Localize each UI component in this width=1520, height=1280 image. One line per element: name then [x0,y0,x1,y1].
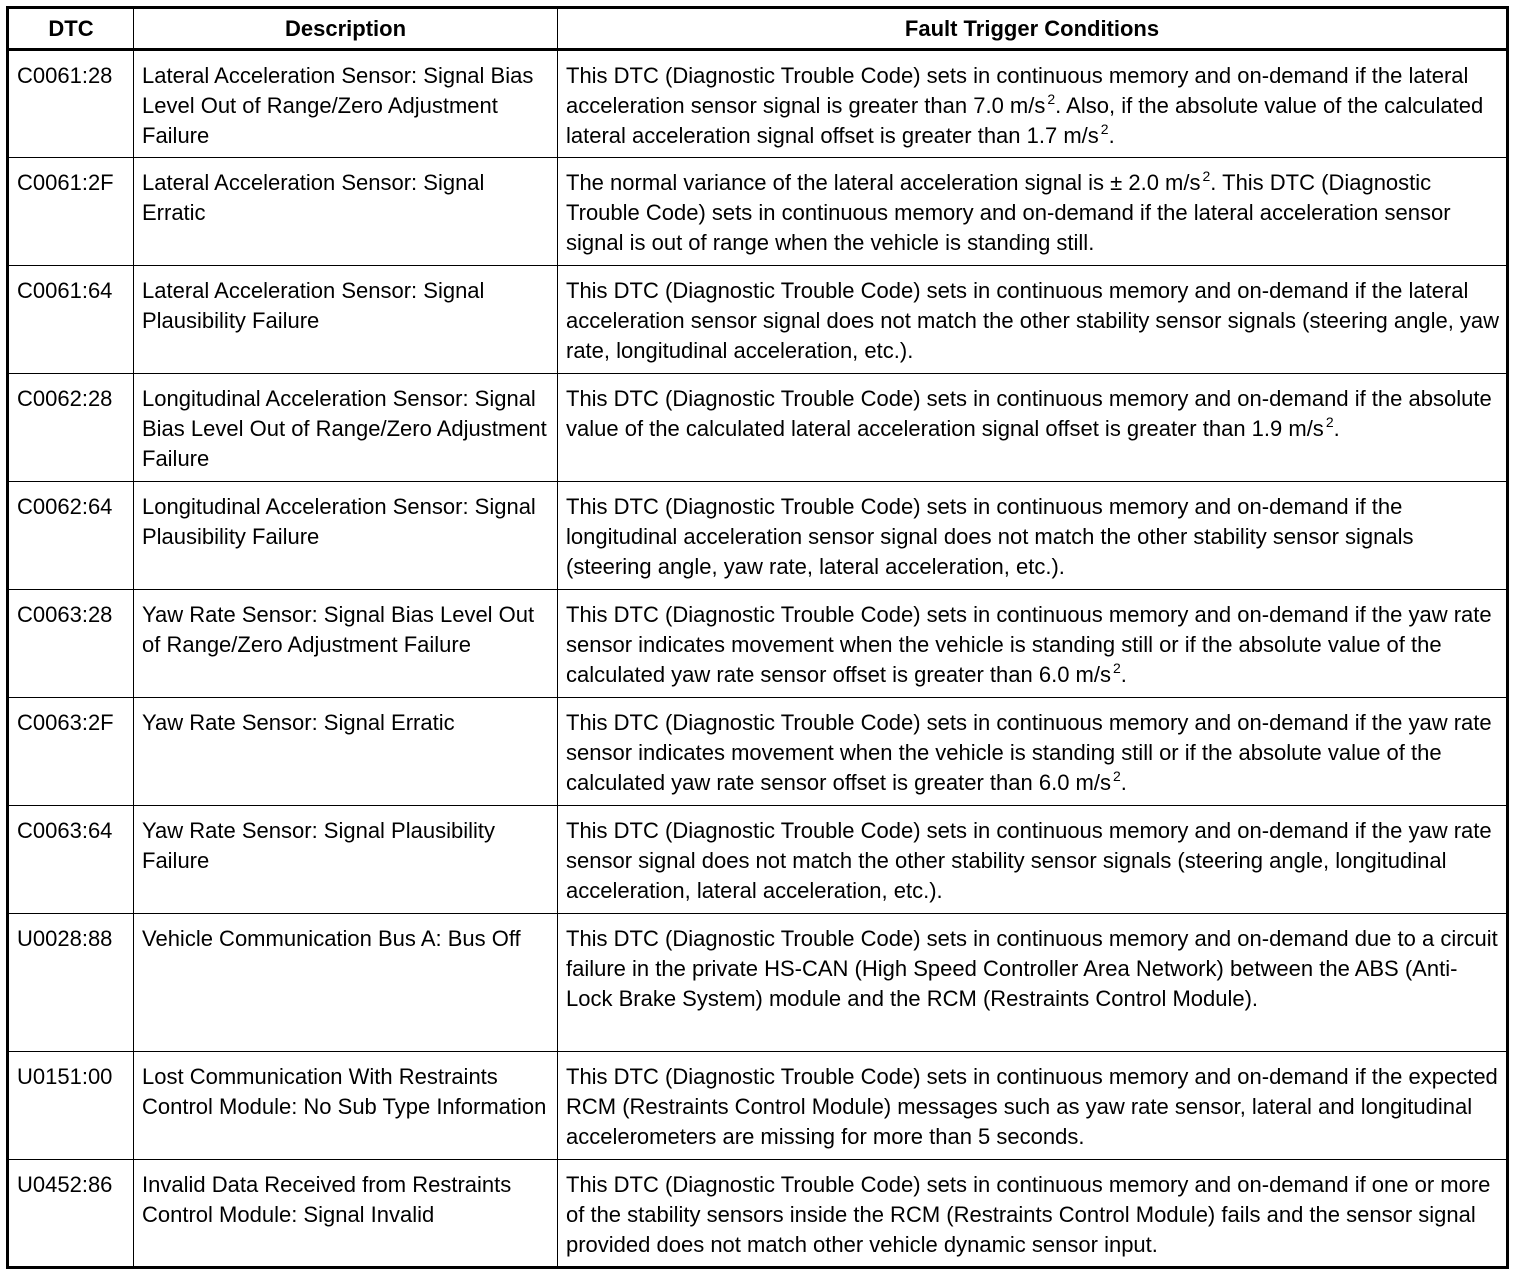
dtc-description: Lateral Acceleration Sensor: Signal Plausibility Failure [134,266,558,374]
fault-trigger-conditions: This DTC (Diagnostic Trouble Code) sets in continuous memory and on-demand if the longitudinal acceleration sensor signal does not match the other stability sensor signals (steering angle, yaw rate, lateral acceleration, etc.). [558,482,1508,590]
dtc-code: C0063:64 [8,806,134,914]
fault-trigger-conditions: This DTC (Diagnostic Trouble Code) sets in continuous memory and on-demand if the yaw rate sensor indicates movement when the vehicle is standing still or if the absolute value of the calculated yaw rate sensor offset is greater than 6.0 m/s $^2$. [558,590,1508,698]
fault-trigger-conditions: This DTC (Diagnostic Trouble Code) sets in continuous memory and on-demand due to a circuit failure in the private HS-CAN (High Speed Controller Area Network) between the ABS (Anti-Lock Brake System) module and the RCM (Restraints Control Module). [558,914,1508,1052]
superscript-squared: 2 [1112,660,1121,676]
table-row [8,1160,1508,1268]
superscript-squared: 2 [1112,768,1121,784]
superscript-squared: 2 [1100,121,1109,137]
dtc-code: C0061:2F [8,158,134,266]
fault-trigger-conditions: This DTC (Diagnostic Trouble Code) sets in continuous memory and on-demand if the yaw rate sensor signal does not match the other stability sensor signals (steering angle, longitudinal acceleration, lateral acceleration, etc.). [558,806,1508,914]
fault-trigger-conditions: This DTC (Diagnostic Trouble Code) sets in continuous memory and on-demand if the lateral acceleration sensor signal does not match the other stability sensor signals (steering angle, yaw rate, longitudinal acceleration, etc.). [558,266,1508,374]
dtc-code: C0061:28 [8,50,134,158]
table-row [8,698,1508,806]
table-row [8,590,1508,698]
dtc-code: C0062:64 [8,482,134,590]
superscript-squared: 2 [1202,168,1211,184]
dtc-description: Longitudinal Acceleration Sensor: Signal Bias Level Out of Range/Zero Adjustment Failure [134,374,558,482]
table-row [8,266,1508,374]
dtc-description: Lost Communication With Restraints Control Module: No Sub Type Information [134,1052,558,1160]
header-description: Description [134,8,558,50]
dtc-description: Lateral Acceleration Sensor: Signal Bias Level Out of Range/Zero Adjustment Failure [134,50,558,158]
superscript-squared: 2 [1325,414,1334,430]
fault-trigger-conditions: This DTC (Diagnostic Trouble Code) sets in continuous memory and on-demand if the absolute value of the calculated lateral acceleration signal offset is greater than 1.9 m/s $^2$. [558,374,1508,482]
dtc-description: Invalid Data Received from Restraints Control Module: Signal Invalid [134,1160,558,1268]
dtc-code: U0452:86 [8,1160,134,1268]
fault-trigger-conditions: This DTC (Diagnostic Trouble Code) sets in continuous memory and on-demand if the expected RCM (Restraints Control Module) messages such as yaw rate sensor, lateral and longitudinal accelerometers are missing for more than 5 seconds. [558,1052,1508,1160]
table-body [8,50,1508,1268]
dtc-description: Longitudinal Acceleration Sensor: Signal Plausibility Failure [134,482,558,590]
dtc-description: Yaw Rate Sensor: Signal Bias Level Out of Range/Zero Adjustment Failure [134,590,558,698]
fault-trigger-conditions: This DTC (Diagnostic Trouble Code) sets in continuous memory and on-demand if the yaw rate sensor indicates movement when the vehicle is standing still or if the absolute value of the calculated yaw rate sensor offset is greater than 6.0 m/s $^2$. [558,698,1508,806]
dtc-description: Yaw Rate Sensor: Signal Erratic [134,698,558,806]
dtc-description: Vehicle Communication Bus A: Bus Off [134,914,558,1052]
header-dtc: DTC [8,8,134,50]
table-row [8,806,1508,914]
header-fault-trigger-conditions: Fault Trigger Conditions [558,8,1508,50]
dtc-code: U0151:00 [8,1052,134,1160]
table-row [8,50,1508,158]
table-row [8,1052,1508,1160]
dtc-code: C0061:64 [8,266,134,374]
fault-trigger-conditions: This DTC (Diagnostic Trouble Code) sets in continuous memory and on-demand if one or more of the stability sensors inside the RCM (Restraints Control Module) fails and the sensor signal provided does not match other vehicle dynamic sensor input. [558,1160,1508,1268]
fault-trigger-conditions: The normal variance of the lateral acceleration signal is ± 2.0 m/s $^2$. This DTC (Diagnostic Trouble Code) sets in continuous memory and on-demand if the lateral acceleration sensor signal is out of range when the vehicle is standing still. [558,158,1508,266]
table-header [8,8,1508,50]
dtc-description: Yaw Rate Sensor: Signal Plausibility Failure [134,806,558,914]
dtc-code: C0063:2F [8,698,134,806]
table-row [8,914,1508,1052]
dtc-code: C0063:28 [8,590,134,698]
table-row [8,374,1508,482]
superscript-squared: 2 [1047,91,1056,107]
table-row [8,482,1508,590]
dtc-table [6,6,1509,1269]
table-row [8,158,1508,266]
dtc-code: U0028:88 [8,914,134,1052]
header-row [8,8,1508,50]
dtc-description: Lateral Acceleration Sensor: Signal Erratic [134,158,558,266]
fault-trigger-conditions: This DTC (Diagnostic Trouble Code) sets in continuous memory and on-demand if the lateral acceleration sensor signal is greater than 7.0 m/s $^2$. Also, if the absolute value of the calculated lateral acceleration signal offset is greater than 1.7 m/s $^2$. [558,50,1508,158]
dtc-code: C0062:28 [8,374,134,482]
